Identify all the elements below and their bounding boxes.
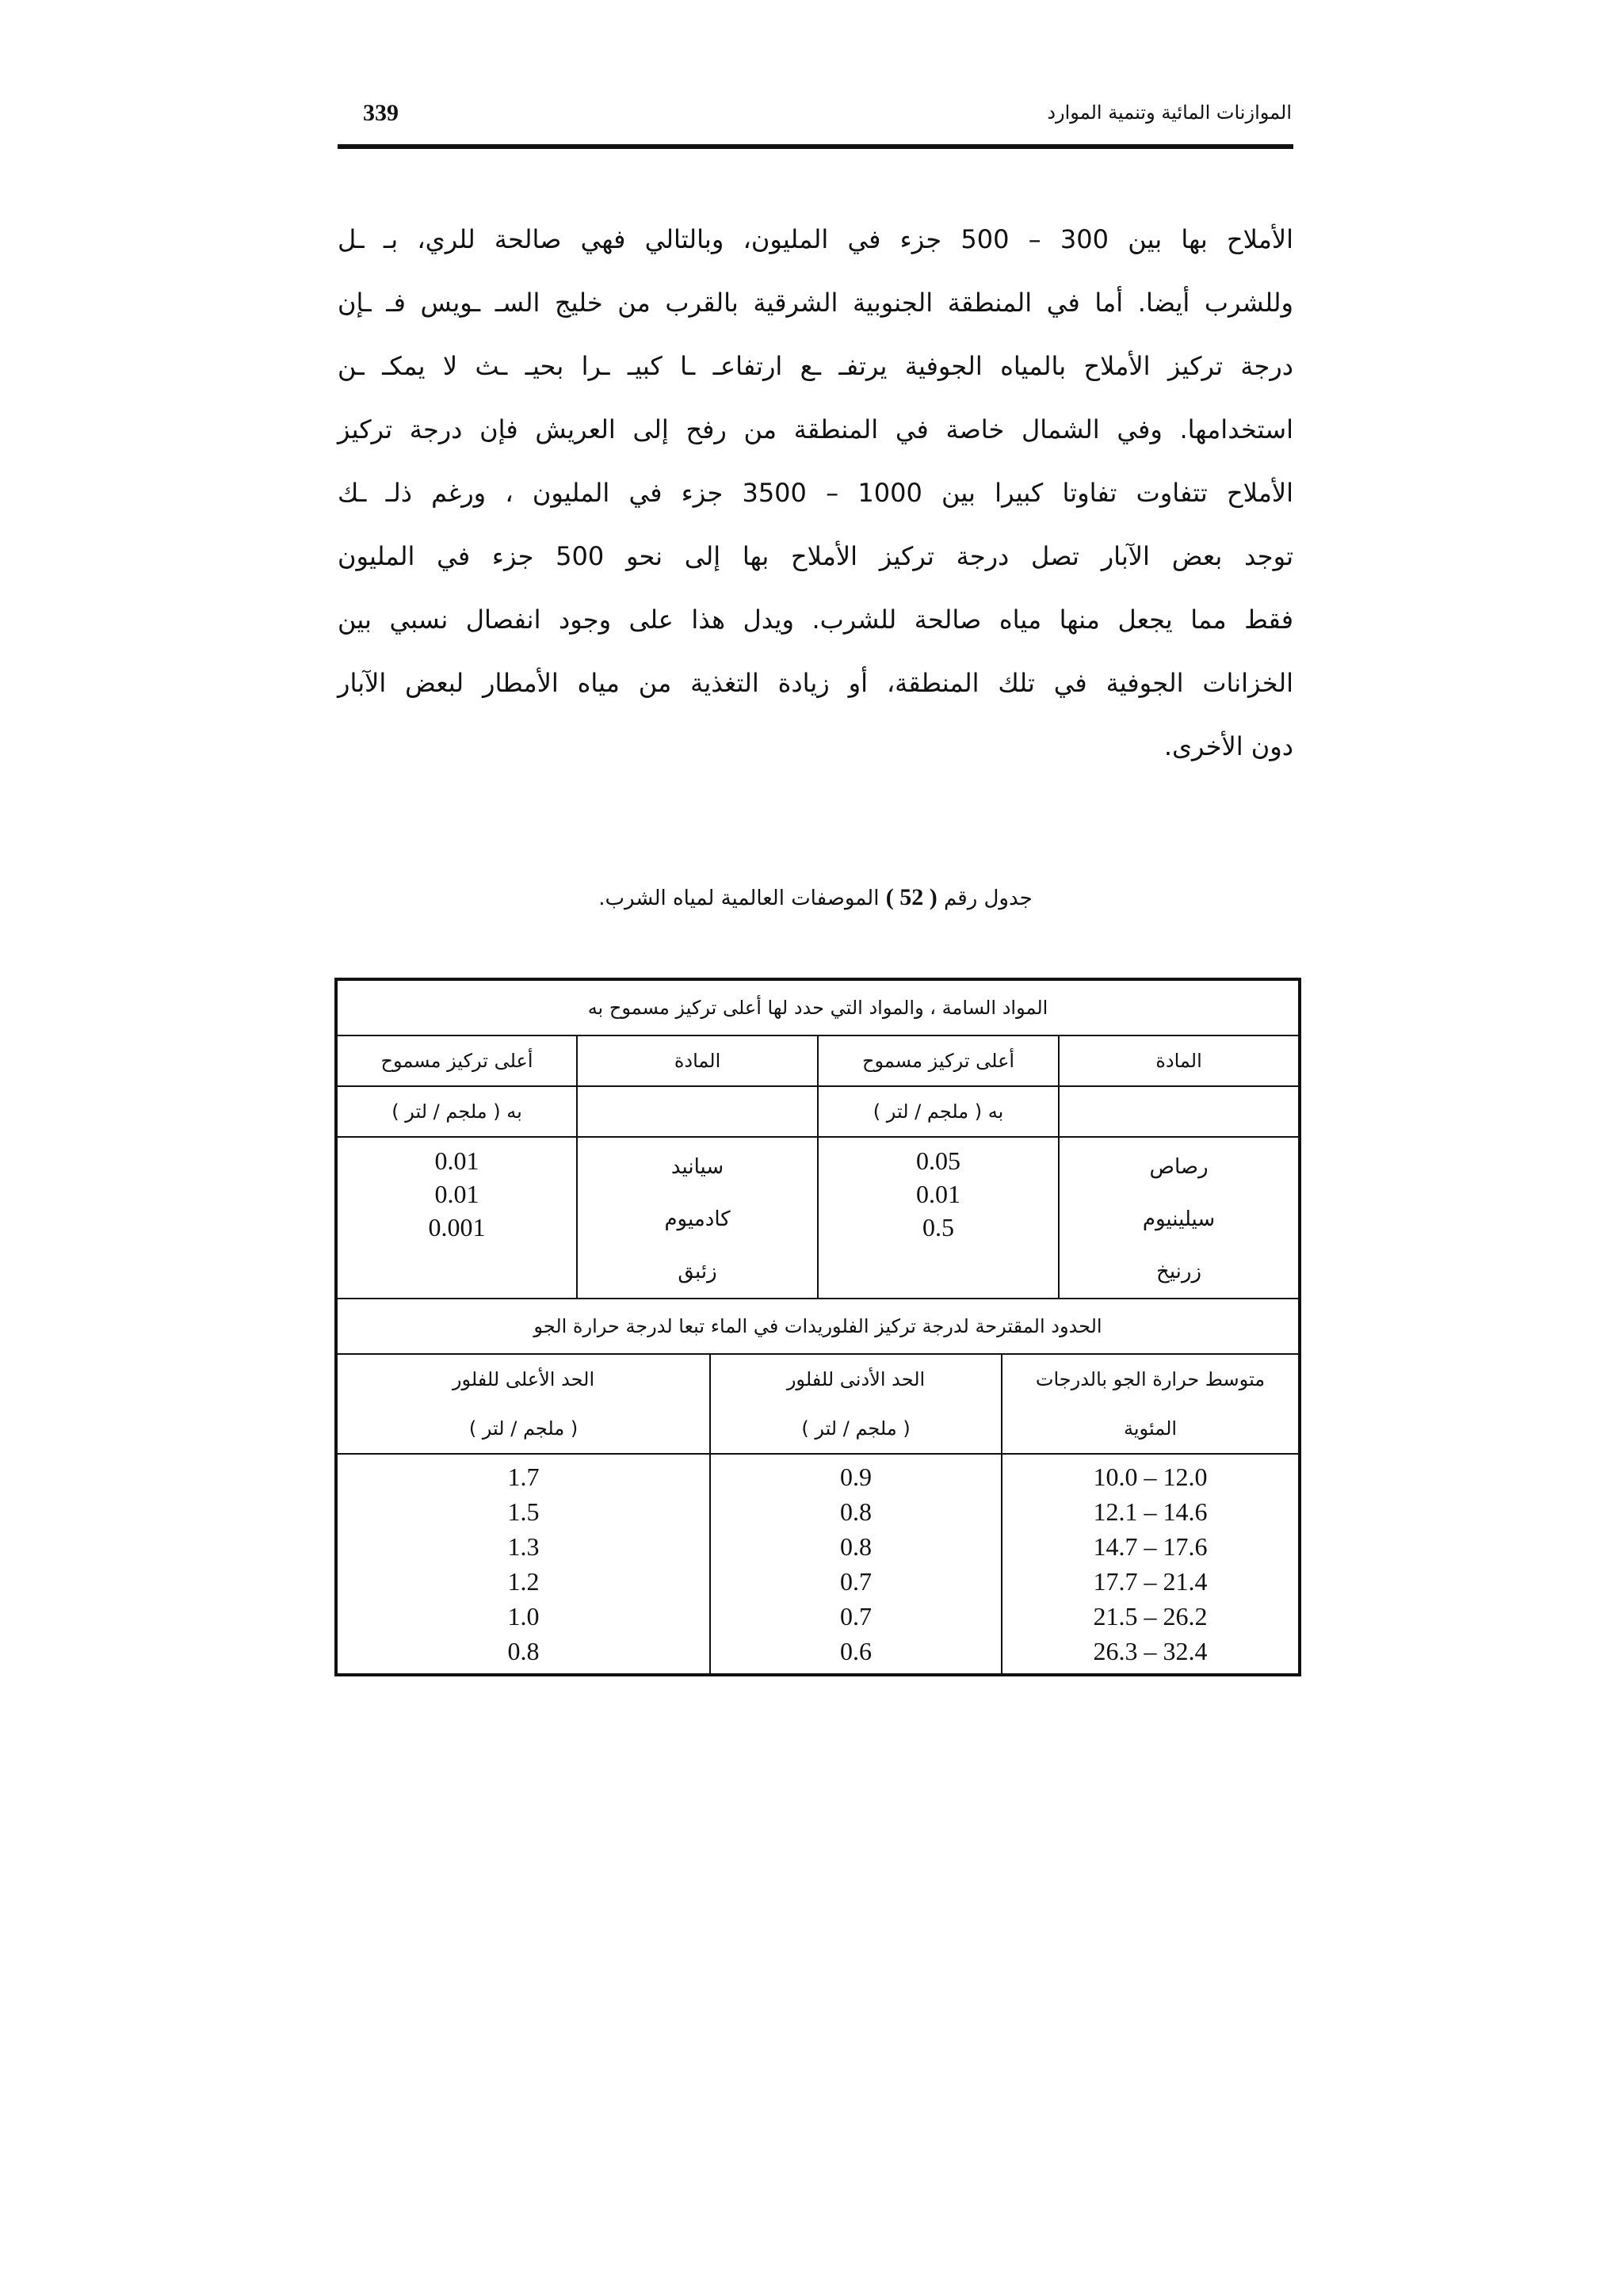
body-line: الخزانات الجوفية في تلك المنطقة، أو زيادة التغذية من مياه الأمطار لبعض الآبار — [338, 668, 1293, 698]
body-line: الأملاح تتفاوت تفاوتا كبيرا بين 1000 – 3500 جزء في المليون ، ورغم ذلـ ـك — [338, 478, 1294, 508]
fluoride-max-value: 1.3 — [507, 1532, 540, 1561]
temperature-range: 26.2 – 21.5 — [1093, 1602, 1208, 1630]
body-line: استخدامها. وفي الشمال خاصة في المنطقة من رفح إلى العريش فإن درجة تركيز — [338, 414, 1293, 444]
max-value: 0.05 — [916, 1146, 961, 1175]
fluoride-max-value: 1.0 — [507, 1602, 540, 1630]
max-value: 0.5 — [922, 1213, 955, 1241]
fluoride-max-value: 1.2 — [507, 1567, 540, 1596]
substance-name: سيانيد — [670, 1155, 724, 1179]
running-title: الموازنات المائية وتنمية الموارد — [1047, 101, 1292, 124]
header-fluoride-max: الحد الأعلى للفلور ( ملجم / لتر ) — [336, 1354, 710, 1454]
max-value-cell — [336, 1137, 577, 1299]
body-paragraph — [338, 208, 1293, 778]
max-value: 0.01 — [434, 1146, 479, 1175]
header-fluoride-min: الحد الأدنى للفلور ( ملجم / لتر ) — [710, 1354, 1002, 1454]
fluoride-min-value: 0.6 — [840, 1637, 873, 1665]
substance-name: كادميوم — [664, 1207, 731, 1231]
body-line: الأملاح بها بين 300 – 500 جزء في المليون، وبالتالي فهي صالحة للري، بـ ـل — [338, 224, 1294, 254]
substance-cell — [577, 1137, 818, 1299]
fluoride-min-value: 0.8 — [840, 1497, 873, 1526]
header-max-concentration: أعلى تركيز مسموح به ( ملجم / لتر ) — [336, 1035, 577, 1137]
temperature-range: 14.6 – 12.1 — [1093, 1497, 1208, 1526]
body-line: وللشرب أيضا. أما في المنطقة الجنوبية الشرقية بالقرب من خليج السـ ـويس فـ ـإن — [338, 288, 1293, 318]
caption-suffix: الموصفات العالمية لمياه الشرب. — [598, 887, 880, 910]
page-number: 339 — [363, 100, 399, 126]
substance-name: رصاص — [1149, 1155, 1209, 1179]
body-line: دون الأخرى. — [1163, 731, 1293, 761]
max-value: 0.01 — [434, 1180, 479, 1208]
table-caption — [338, 884, 1293, 911]
fluoride-section-title: الحدود المقترحة لدرجة تركيز الفلوريدات في الماء تبعا لدرجة حرارة الجو — [336, 1299, 1300, 1354]
drinking-water-standards-table — [334, 978, 1301, 1676]
temperature-range-cell — [1002, 1454, 1300, 1675]
caption-prefix: جدول رقم — [943, 887, 1033, 910]
substance-cell — [1059, 1137, 1300, 1299]
caption-number: ( 52 ) — [885, 884, 938, 910]
temperature-range: 12.0 – 10.0 — [1093, 1463, 1208, 1491]
fluoride-min-value: 0.7 — [840, 1602, 873, 1630]
toxic-section-title: المواد السامة ، والمواد التي حدد لها أعلى تركيز مسموح به — [336, 979, 1300, 1035]
header-substance: المادة — [1059, 1035, 1300, 1137]
fluoride-min-value: 0.7 — [840, 1567, 873, 1596]
body-line: درجة تركيز الأملاح بالمياه الجوفية يرتفـ ـع ارتفاعـ ـا كبيـ ـرا بحيـ ـث لا يمكـ ـن — [338, 351, 1293, 381]
temperature-range: 17.6 – 14.7 — [1093, 1532, 1208, 1561]
fluoride-max-value: 0.8 — [507, 1637, 540, 1665]
fluoride-min-value: 0.9 — [840, 1463, 873, 1491]
max-value: 0.001 — [428, 1213, 486, 1241]
fluoride-min-cell — [710, 1454, 1002, 1675]
body-line: فقط مما يجعل منها مياه صالحة للشرب. ويدل هذا على وجود انفصال نسبي بين — [338, 605, 1293, 635]
max-value-cell — [818, 1137, 1059, 1299]
body-line: توجد بعض الآبار تصل درجة تركيز الأملاح بها إلى نحو 500 جزء في المليون — [338, 541, 1293, 571]
fluoride-min-value: 0.8 — [840, 1532, 873, 1561]
fluoride-max-cell — [336, 1454, 710, 1675]
temperature-range: 21.4 – 17.7 — [1093, 1567, 1208, 1596]
header-substance: المادة — [577, 1035, 818, 1137]
substance-name: زرنيخ — [1156, 1260, 1202, 1283]
substance-name: سيلينيوم — [1142, 1207, 1216, 1231]
header-temperature: متوسط حرارة الجو بالدرجات المئوية — [1002, 1354, 1300, 1454]
fluoride-max-value: 1.5 — [507, 1497, 540, 1526]
header-rule — [338, 144, 1293, 149]
max-value: 0.01 — [916, 1180, 961, 1208]
substance-name: زئبق — [678, 1260, 717, 1283]
header-max-concentration: أعلى تركيز مسموح به ( ملجم / لتر ) — [818, 1035, 1059, 1137]
temperature-range: 32.4 – 26.3 — [1093, 1637, 1208, 1665]
fluoride-max-value: 1.7 — [507, 1463, 540, 1491]
